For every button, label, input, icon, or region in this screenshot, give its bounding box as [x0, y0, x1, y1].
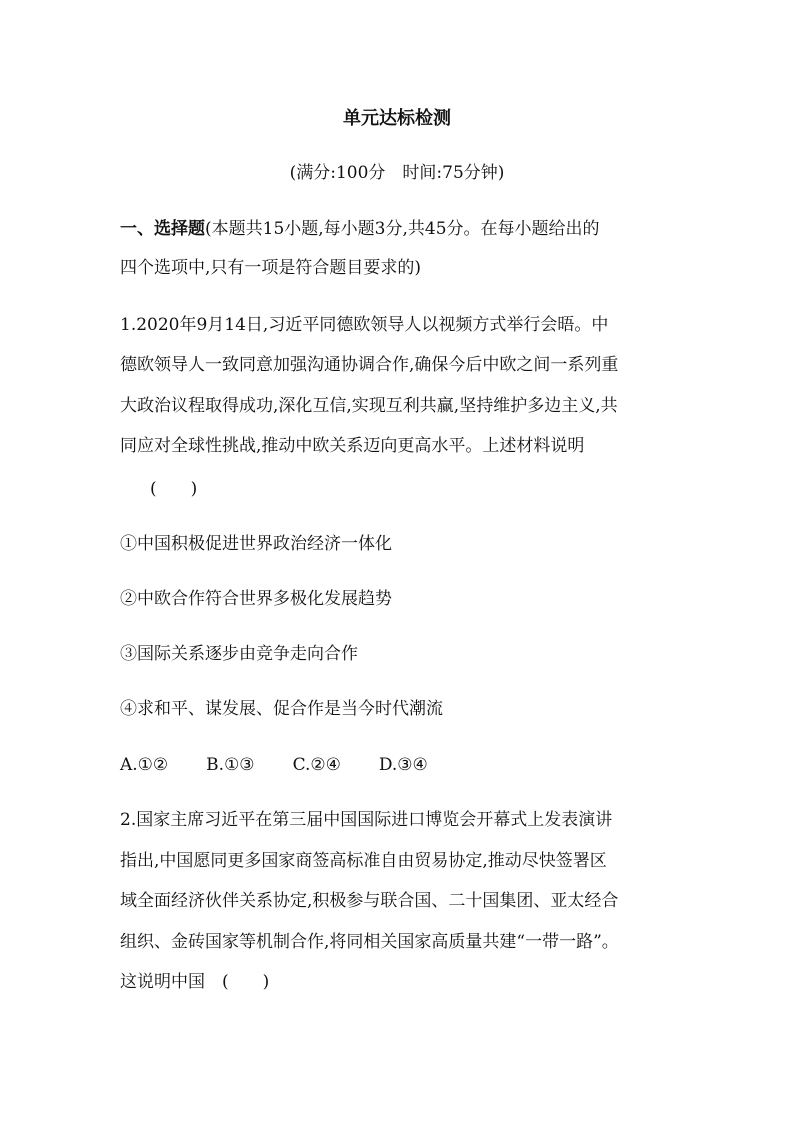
question-2-line-1: 2.国家主席习近平在第三届中国国际进口博览会开幕式上发表演讲: [120, 810, 613, 830]
exam-info: (满分:100分 时间:75分钟): [289, 163, 505, 183]
section-heading: [120, 216, 600, 242]
question-1-line-2: 德欧领导人一致同意加强沟通协调合作,确保今后中欧之间一系列重: [120, 355, 619, 375]
question-1-answer-blank: ( ): [150, 479, 198, 499]
question-1-option-1: ①中国积极促进世界政治经济一体化: [120, 534, 392, 554]
question-1-line-4: 同应对全球性挑战,推动中欧关系迈向更高水平。上述材料说明: [120, 436, 585, 456]
question-1-option-3: ③国际关系逐步由竞争走向合作: [120, 644, 358, 664]
question-1-line-1: 1.2020年9月14日,习近平同德欧领导人以视频方式举行会晤。中: [120, 315, 609, 335]
question-2-line-5: 这说明中国 ( ): [120, 972, 270, 992]
choice-b: B.①③: [206, 755, 255, 775]
question-2-line-3: 域全面经济伙伴关系协定,积极参与联合国、二十国集团、亚太经合: [120, 891, 619, 911]
choice-a: A.①②: [120, 755, 169, 775]
section-instruction: (本题共15小题,每小题3分,共45分。在每小题给出的: [205, 219, 600, 239]
choice-c: C.②④: [292, 755, 341, 775]
question-1-choices: [120, 752, 466, 778]
page-title: 单元达标检测: [343, 108, 451, 129]
question-2-line-2: 指出,中国愿同更多国家商签高标准自由贸易协定,推动尽快签署区: [120, 851, 607, 871]
question-2-line-4: 组织、金砖国家等机制合作,将同相关国家高质量共建“一带一路”。: [120, 932, 619, 952]
choice-d: D.③④: [378, 755, 428, 775]
section-label: 一、选择题: [120, 219, 205, 239]
question-1-option-4: ④求和平、谋发展、促合作是当今时代潮流: [120, 699, 443, 719]
question-1-option-2: ②中欧合作符合世界多极化发展趋势: [120, 589, 392, 609]
section-instruction-line-2: 四个选项中,只有一项是符合题目要求的): [120, 258, 422, 278]
question-1-line-3: 大政治议程取得成功,深化互信,实现互利共赢,坚持维护多边主义,共: [120, 396, 618, 416]
